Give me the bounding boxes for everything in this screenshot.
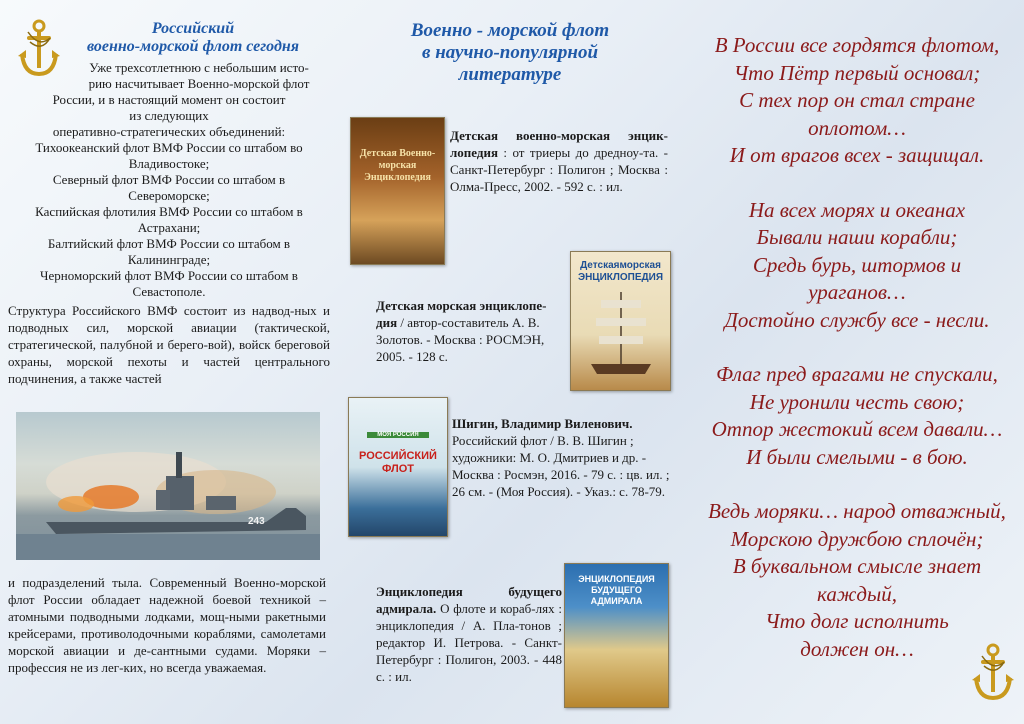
- fleet-line: рию насчитывает Военно-морской флот: [88, 76, 310, 91]
- book-cover-2: [570, 251, 671, 391]
- poem-line: С тех пор он стал стране: [739, 88, 975, 112]
- fleet-line: Североморске;: [128, 188, 210, 203]
- structure-paragraph: Структура Российского ВМФ состоит из надвод-ных и подводных сил, морской авиации (тактической, стратегической, палубной и берего-вой), войск береговой охраны, морской пехоты и частей центрального подчинения, а также частей: [8, 303, 330, 386]
- left-title-line2: военно-морской флот сегодня: [86, 38, 300, 55]
- poem-line: И от врагов всех - защищал.: [729, 143, 985, 167]
- book-3-details: Российский флот / В. В. Шигин ; художники: М. О. Дмитриев и др. - Москва : Росмэн, 2016. - 79 с. : цв. ил. ; 26 см. - (Моя Россия). - Указ.: с. 78-79.: [452, 433, 670, 499]
- ship-number: 243: [248, 516, 265, 527]
- poem-line: Бывали наши корабли;: [756, 225, 958, 249]
- middle-panel: [345, 0, 675, 724]
- book-1-title: Детская военно-морская энцик-лопедия: [450, 128, 668, 160]
- fleet-line: Владивостоке;: [128, 156, 210, 171]
- book-cover-3-title: РОССИЙСКИЙ ФЛОТ: [359, 450, 437, 475]
- poem-stanza-3: [690, 361, 1024, 471]
- fleet-line: России, и в настоящий момент он состоит: [52, 92, 286, 107]
- left-title-line1: Российский: [151, 20, 235, 37]
- fleet-line: Севастополе.: [132, 284, 206, 299]
- middle-title: [345, 20, 675, 86]
- book-1-details: : от триеры до дредноу-та. - Санкт-Петербург : Полигон ; Москва : Олма-Пресс, 2002. - 592 с. : ил.: [450, 145, 668, 194]
- poem-stanza-2: [690, 197, 1024, 335]
- book-4-details: О флоте и кораб-лях : энциклопедия / А. Пла-тонов ; редактор И. Петрова. - Санкт-Петербург : Полигон, 2003. - 448 с. : ил.: [376, 601, 562, 684]
- fleet-line: Уже трехсотлетнюю с небольшим исто-: [89, 60, 309, 75]
- fleet-line: Тихоокеанский флот ВМФ России со штабом во: [35, 140, 303, 155]
- middle-title-line1: Военно - морской флот: [410, 20, 610, 41]
- fleet-line: Северный флот ВМФ России со штабом в: [52, 172, 286, 187]
- book-3-title: Шигин, Владимир Виленович.: [452, 416, 633, 431]
- poem-line: Достойно службу все - несли.: [724, 307, 990, 332]
- poem-line: Отпор жестокий всем давали…: [711, 417, 1003, 441]
- book-entry-3: [452, 415, 670, 500]
- poem-line: Средь бурь, штормов и: [752, 252, 962, 277]
- poem: [690, 32, 1024, 663]
- fleet-line: Калининграде;: [127, 252, 211, 267]
- poem-line: На всех морях и океанах: [748, 197, 966, 222]
- poem-stanza-1: [690, 32, 1024, 170]
- middle-title-line3: литературе: [458, 64, 562, 85]
- anchor-emblem-icon: [18, 18, 60, 80]
- fleet-paragraph: и подразделений тыла. Современный Военно-морской флот России обладает надежной боевой техникой – атомными подводными лодками, мощ-ными ракетными крейсерами, противолодочными кораблями, самолетами морской авиации и де-сантными судами. Моряки – профессия не из лег-ких, но всегда уважаемая.: [8, 575, 326, 675]
- poem-line: Что Пётр первый основал;: [733, 60, 981, 85]
- book-cover-4-title: ЭНЦИКЛОПЕДИЯ БУДУЩЕГО АДМИРАЛА: [578, 574, 655, 606]
- book-cover-3: [348, 397, 448, 537]
- book-4-title: Энциклопедия будущего адмирала.: [376, 584, 562, 616]
- fleet-line: оперативно-стратегических объединений:: [52, 124, 286, 139]
- left-title: [56, 20, 330, 56]
- poem-line: Ведь моряки… народ отважный,: [708, 499, 1006, 523]
- book-cover-1: [350, 117, 445, 265]
- poem-line: В России все гордятся флотом,: [714, 33, 1000, 57]
- anchor-emblem-icon: [972, 642, 1014, 704]
- book-cover-3-series: МОЯ РОССИЯ: [367, 432, 429, 438]
- book-cover-2-title: Детскаяморская ЭНЦИКЛОПЕДИЯ: [577, 260, 664, 283]
- book-cover-4: [564, 563, 669, 708]
- fleet-line: из следующих: [129, 108, 209, 123]
- poem-line: Что долг исполнить: [765, 609, 949, 633]
- right-panel: [690, 0, 1024, 724]
- warship-photo: [16, 412, 320, 560]
- poem-stanza-4: [690, 498, 1024, 663]
- poem-line: И были смелыми - в бою.: [746, 444, 968, 469]
- fleet-line: Каспийская флотилия ВМФ России со штабом в: [35, 204, 303, 219]
- book-2-title: Детская морская энциклопе-дия: [376, 298, 547, 330]
- poem-line: Флаг пред врагами не спускали,: [716, 362, 998, 386]
- book-entry-4: [376, 583, 562, 685]
- left-panel: [0, 0, 340, 724]
- poem-line: В буквальном смысле знает: [732, 554, 982, 578]
- book-2-details: / автор-составитель А. В. Золотов. - Москва : РОСМЭН, 2005. - 128 с.: [376, 315, 545, 364]
- poem-line: каждый,: [817, 581, 897, 606]
- poem-line: должен он…: [800, 636, 914, 661]
- book-entry-2: [376, 297, 566, 365]
- book-entry-1: [450, 127, 668, 195]
- book-cover-1-title: Детская Военно-морская Энциклопедия: [359, 148, 436, 183]
- poem-line: оплотом…: [808, 115, 906, 140]
- fleet-line: Астрахани;: [137, 220, 201, 235]
- middle-title-line2: в научно-популярной: [421, 42, 599, 63]
- poem-line: ураганов…: [808, 280, 906, 304]
- poem-line: Морскою дружбою сплочён;: [730, 526, 984, 551]
- fleet-line: Балтийский флот ВМФ России со штабом в: [47, 236, 291, 251]
- fleet-list: [8, 60, 330, 300]
- poem-line: Не уронили честь свою;: [749, 389, 965, 414]
- fleet-line: Черноморский флот ВМФ России со штабом в: [40, 268, 298, 283]
